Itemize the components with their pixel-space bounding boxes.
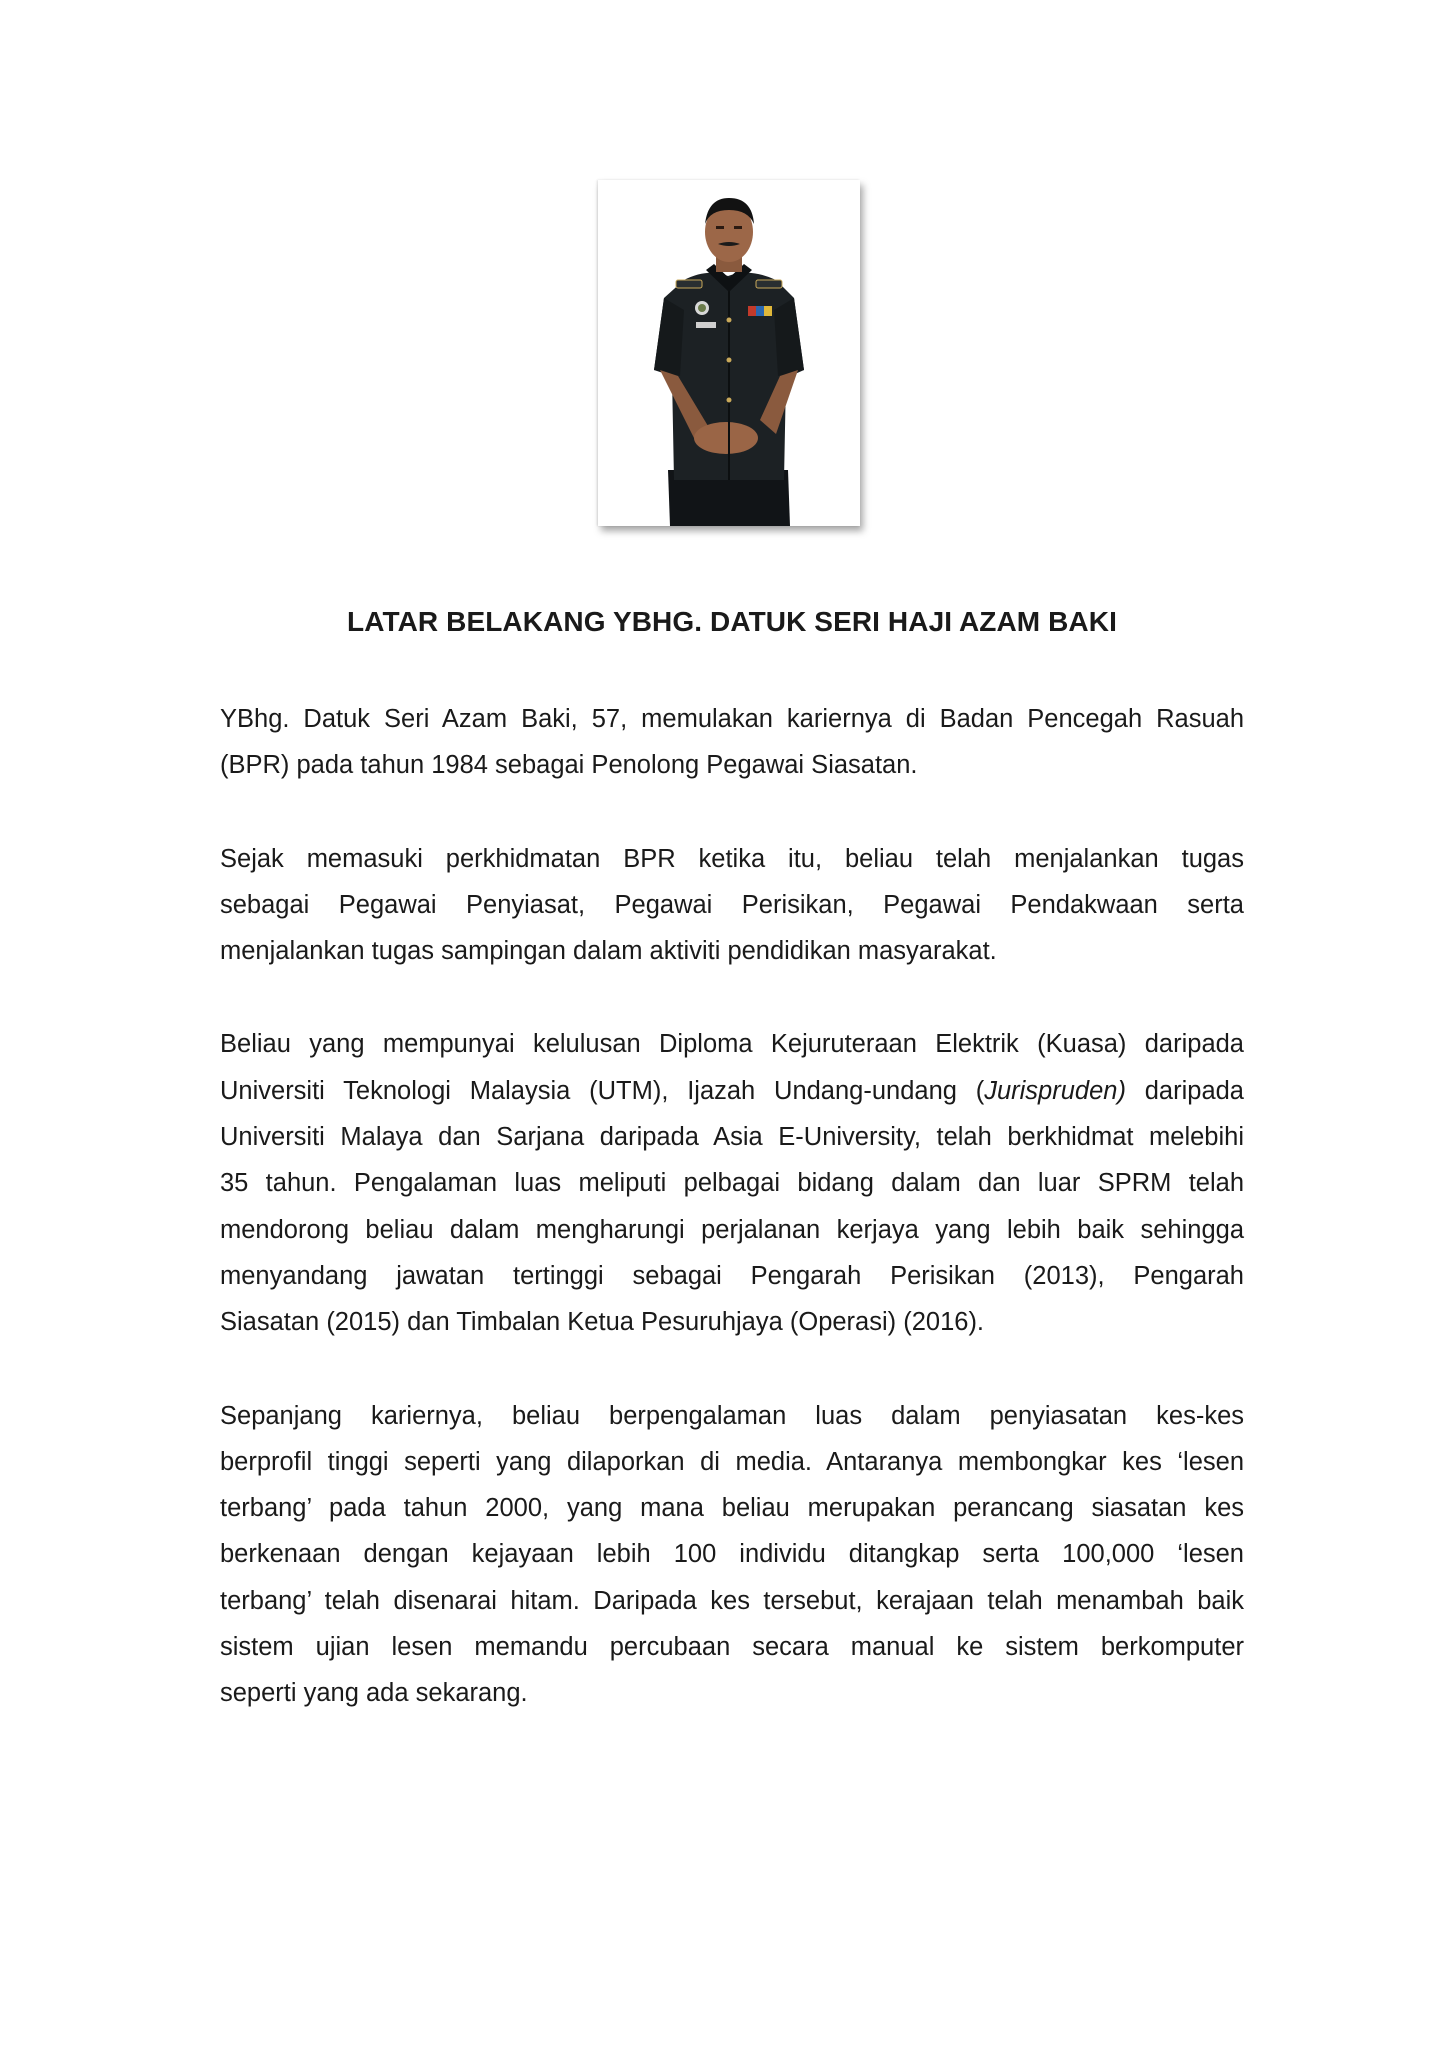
- text-line: Siasatan (2015) dan Timbalan Ketua Pesuruhjaya (Operasi) (2016).: [220, 1308, 985, 1337]
- paragraph-2: [220, 836, 1244, 975]
- text-line: Beliau yang mempunyai kelulusan Diploma Kejuruteraan Elektrik (Kuasa) daripada: [220, 1030, 1244, 1059]
- text-line-with-italic: [220, 1068, 1244, 1114]
- paragraph-4: [220, 1393, 1244, 1717]
- paragraph-3: [220, 1021, 1244, 1345]
- portrait-photo: [598, 180, 860, 526]
- portrait-figure: [598, 180, 860, 526]
- paragraph-1: [220, 696, 1244, 789]
- text-line: berprofil tinggi seperti yang dilaporkan di media. Antaranya membongkar kes ‘lesen: [220, 1447, 1244, 1476]
- text-line: berkenaan dengan kejayaan lebih 100 individu ditangkap serta 100,000 ‘lesen: [220, 1540, 1244, 1569]
- text-line: YBhg. Datuk Seri Azam Baki, 57, memulakan kariernya di Badan Pencegah Rasuah: [220, 705, 1244, 733]
- text-line: sebagai Pegawai Penyiasat, Pegawai Perisikan, Pegawai Pendakwaan serta: [220, 890, 1244, 919]
- text-line: Sepanjang kariernya, beliau berpengalaman luas dalam penyiasatan kes-kes: [220, 1401, 1244, 1430]
- text-line: terbang’ pada tahun 2000, yang mana beliau merupakan perancang siasatan kes: [220, 1494, 1244, 1523]
- text-segment: Universiti Teknologi Malaysia (UTM), Ijazah Undang-undang (: [220, 1076, 985, 1105]
- text-line: terbang’ telah disenarai hitam. Daripada kes tersebut, kerajaan telah menambah baik: [220, 1586, 1244, 1615]
- text-line: seperti yang ada sekarang.: [220, 1679, 528, 1708]
- text-line: Sejak memasuki perkhidmatan BPR ketika itu, beliau telah menjalankan tugas: [220, 844, 1244, 873]
- biography-body: [220, 696, 1244, 1764]
- text-line: mendorong beliau dalam mengharungi perjalanan kerjaya yang lebih baik sehingga: [220, 1215, 1244, 1244]
- text-line: menyandang jawatan tertinggi sebagai Pengarah Perisikan (2013), Pengarah: [220, 1261, 1244, 1290]
- page-title: LATAR BELAKANG YBHG. DATUK SERI HAJI AZAM BAKI: [347, 606, 1117, 637]
- text-line: 35 tahun. Pengalaman luas meliputi pelbagai bidang dalam dan luar SPRM telah: [220, 1169, 1244, 1198]
- text-line: menjalankan tugas sampingan dalam aktiviti pendidikan masyarakat.: [220, 937, 997, 966]
- text-segment: daripada: [1125, 1076, 1244, 1105]
- text-line: (BPR) pada tahun 1984 sebagai Penolong Pegawai Siasatan.: [220, 751, 918, 780]
- italic-term: Jurispruden): [984, 1076, 1126, 1105]
- text-line: sistem ujian lesen memandu percubaan secara manual ke sistem berkomputer: [220, 1633, 1244, 1662]
- text-line: Universiti Malaya dan Sarjana daripada Asia E-University, telah berkhidmat melebihi: [220, 1123, 1244, 1152]
